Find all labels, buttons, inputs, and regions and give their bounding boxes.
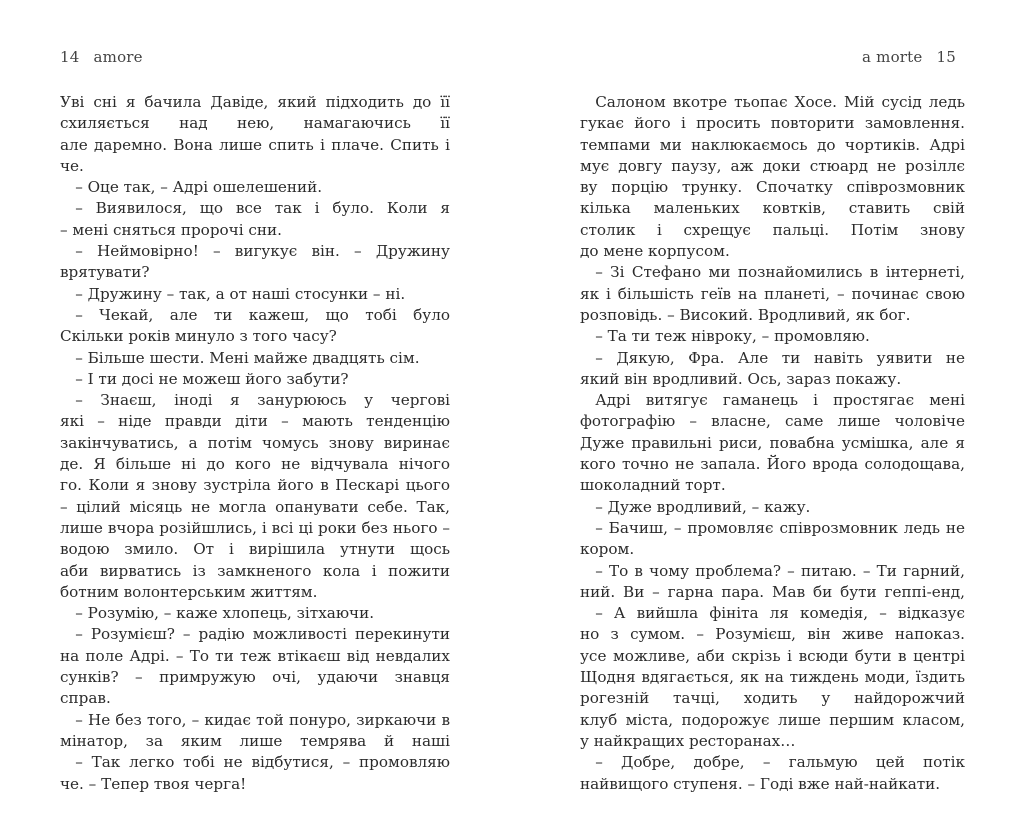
text-line: на поле Адрі. – То ти теж втікаєш від невдалих	[60, 646, 450, 665]
text-line: справ.	[60, 689, 111, 708]
text-line: аби вирватись із замкненого кола і пожити	[60, 561, 450, 580]
text-line: – Зі Стефано ми познайомились в інтернеті,	[580, 263, 965, 282]
right-page-text	[580, 92, 965, 795]
text-line: клуб міста, подорожує лише першим класом,	[580, 710, 965, 729]
text-line: – Неймовірно! – вигукує він. – Дружину	[75, 242, 450, 261]
right-running-title: a morte	[862, 48, 923, 66]
text-line: темпами ми наклюкаємось до чортиків. Адрі	[580, 135, 965, 154]
text-line: який він вродливий. Ось, зараз покажу.	[580, 369, 902, 388]
text-line: кого точно не запала. Його врода солодощава,	[580, 455, 965, 474]
right-running-head	[862, 48, 956, 66]
text-line: Скільки років минуло з того часу?	[60, 327, 337, 346]
text-line: мує довгу паузу, аж доки стюард не розіллє	[580, 156, 965, 175]
text-line: – Більше шести. Мені майже двадцять сім.	[60, 348, 420, 367]
text-line: фотографію – власне, саме лише чоловіче	[580, 412, 965, 431]
left-page-text	[60, 92, 450, 795]
text-line: че.	[60, 156, 84, 175]
text-line: ву порцію трунку. Спочатку співрозмовник	[580, 178, 965, 197]
text-line: схиляється над нею, намагаючись її	[60, 114, 450, 133]
text-line: – цілий місяць не могла опанувати себе. Так,	[60, 497, 450, 516]
text-line: найвищого ступеня. – Годі вже най-найкати.	[580, 774, 941, 793]
text-line: – Не без того, – кидає той понуро, зиркаючи в	[75, 710, 450, 729]
text-line: – Виявилося, що все так і було. Коли я	[75, 199, 450, 218]
text-line: – Дуже вродливий, – кажу.	[580, 497, 811, 516]
text-line: – Та ти теж нівроку, – промовляю.	[580, 327, 870, 346]
text-line: че. – Тепер твоя черга!	[60, 774, 247, 793]
text-line: шоколадний торт.	[580, 476, 726, 495]
text-line: столик і схрещує пальці. Потім знову	[580, 220, 965, 239]
text-line: Салоном вкотре тьопає Хосе. Мій сусід ледь	[595, 93, 965, 111]
left-running-title: amore	[93, 48, 143, 66]
text-line: рогезній тачці, ходить у найдорожчий	[580, 689, 965, 708]
text-line: – Знаєш, іноді я занурююсь у чергові	[75, 391, 450, 410]
text-line: – Дякую, Фра. Але ти навіть уявити не	[595, 348, 965, 367]
text-line: – Так легко тобі не відбутися, – промовляю	[75, 753, 450, 772]
text-line: – Оце так, – Адрі ошелешений.	[60, 178, 323, 197]
text-line: врятувати?	[60, 263, 150, 282]
text-line: го. Коли я знову зустріла його в Пескарі цього	[60, 476, 450, 495]
text-line: кілька маленьких ковтків, ставить свій	[580, 199, 965, 218]
text-line: де. Я більше ні до кого не відчувала нічого	[60, 455, 450, 474]
text-line: – А вийшла фініта ля комедія, – відказує	[595, 604, 965, 623]
text-line: кором.	[580, 540, 635, 559]
text-line: ний. Ви – гарна пара. Мав би бути геппі-енд,	[580, 582, 965, 601]
text-line: які – ніде правди діти – мають тенденцію	[60, 412, 450, 431]
left-running-head	[60, 48, 143, 66]
text-line: як і більшість геїв на планеті, – починає свою	[580, 284, 965, 303]
text-line: – Дружину – так, а от наші стосунки – ні.	[60, 284, 406, 303]
text-line: – Бачиш, – промовляє співрозмовник ледь не	[595, 518, 965, 537]
text-line: Адрі витягує гаманець і простягає мені	[595, 391, 965, 410]
text-line: мінатор, за яким лише темрява й наші	[60, 731, 450, 750]
text-line: Щодня вдягається, як на тиждень моди, їздить	[580, 668, 965, 687]
text-line: но з сумом. – Розумієш, він живе напоказ.	[580, 625, 965, 644]
text-line: водою змило. От і вирішила утнути щось	[60, 540, 450, 559]
left-page-number: 14	[60, 48, 80, 66]
text-line: – Розумієш? – радію можливості перекинути	[75, 625, 450, 644]
right-page	[512, 0, 1024, 819]
text-line: у найкращих ресторанах…	[580, 731, 796, 750]
text-line: до мене корпусом.	[580, 242, 730, 261]
text-line: – мені сняться пророчі сни.	[60, 220, 282, 239]
text-line: але даремно. Вона лише спить і плаче. Спить і	[60, 135, 450, 154]
text-line: сунків? – примружую очі, удаючи знавця	[60, 668, 450, 687]
text-line: закінчуватись, а потім чомусь знову виринає	[60, 433, 450, 452]
text-line: ботним волонтерським життям.	[60, 582, 318, 601]
text-line: – Чекай, але ти кажеш, що тобі було	[75, 305, 450, 324]
text-line: – Добре, добре, – гальмую цей потік	[595, 753, 965, 772]
text-line: усе можливе, аби скрізь і всюди бути в центрі	[580, 646, 965, 665]
text-line: гукає його і просить повторити замовлення.	[580, 114, 965, 133]
text-line: – Розумію, – каже хлопець, зітхаючи.	[60, 604, 375, 623]
text-line: – І ти досі не можеш його забути?	[60, 369, 349, 388]
text-line: лише вчора розійшлись, і всі ці роки без нього –	[60, 518, 450, 537]
text-line: розповідь. – Високий. Вродливий, як бог.	[580, 305, 911, 324]
text-line: Дуже правильні риси, повабна усмішка, але я	[580, 433, 965, 452]
text-line: Уві сні я бачила Давіде, який підходить до її	[60, 93, 450, 111]
right-page-number: 15	[936, 48, 956, 66]
text-line: – То в чому проблема? – питаю. – Ти гарний,	[595, 561, 965, 580]
